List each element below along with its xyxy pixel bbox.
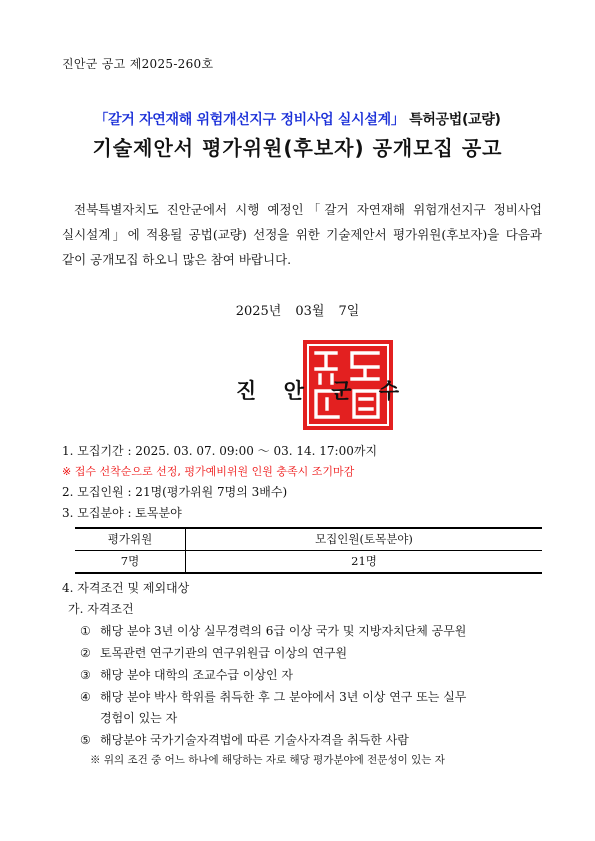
date-year: 2025년 — [235, 304, 282, 319]
table-cell-recruit: 21명 — [186, 551, 543, 574]
condition-item-continued: 경험이 있는 자 — [100, 711, 178, 725]
date-month: 03월 — [295, 304, 325, 319]
issuer-name: 진 안 군 수 — [236, 379, 410, 403]
condition-item: ② 토목관련 연구기관의 연구위원급 이상의 연구원 — [80, 646, 348, 660]
recruit-period: 1. 모집기간 : 2025. 03. 07. 09:00 ～ 03. 14. 17:00까지 — [62, 444, 378, 458]
qualification-note: ※ 위의 조건 중 어느 하나에 해당하는 자로 해당 평가분야에 전문성이 있는 자 — [90, 754, 445, 766]
project-name: 「갈거 자연재해 위험개선지구 정비사업 실시설계」 — [94, 112, 405, 128]
condition-item: ④ 해당 분야 박사 학위를 취득한 후 그 분야에서 3년 이상 연구 또는 실무 — [80, 690, 467, 704]
table-row — [75, 551, 542, 574]
recruit-field: 3. 모집분야 : 토목분야 — [62, 506, 182, 520]
table-header-evaluator: 평가위원 — [75, 528, 186, 551]
method-name: 특허공법(교량) — [409, 112, 501, 128]
qualification-subheading: 가. 자격조건 — [68, 602, 134, 616]
recruit-table — [75, 527, 542, 574]
condition-item: ⑤ 해당분야 국가기술자격법에 따른 기술사자격을 취득한 사람 — [80, 733, 409, 747]
recruit-count: 2. 모집인원 : 21명(평가위원 7명의 3배수) — [62, 485, 288, 499]
intro-paragraph: 전북특별자치도 진안군에서 시행 예정인「갈거 자연재해 위험개선지구 정비사업 실시설계」에 적용될 공법(교량) 선정을 위한 기술제안서 평가위원(후보자)을 다음과 같이 공개모집 하오니 많은 참여 바랍니다. — [62, 202, 542, 267]
period-note: ※ 접수 선착순으로 선정, 평가예비위원 인원 충족시 조기마감 — [62, 465, 355, 478]
table-header-row — [75, 528, 542, 551]
condition-item: ③ 해당 분야 대학의 조교수급 이상인 자 — [80, 668, 293, 682]
title-line1 — [0, 109, 595, 129]
table-header-recruit: 모집인원(토목분야) — [186, 528, 543, 551]
notice-date — [0, 300, 595, 319]
page-title: 기술제안서 평가위원(후보자) 공개모집 공고 — [92, 136, 503, 160]
table-cell-evaluator: 7명 — [75, 551, 186, 574]
condition-item: ① 해당 분야 3년 이상 실무경력의 6급 이상 국가 및 지방자치단체 공무원 — [80, 624, 467, 638]
qualification-heading: 4. 자격조건 및 제외대상 — [62, 581, 190, 595]
notice-number: 진안군 공고 제2025-260호 — [62, 57, 214, 71]
date-day: 7일 — [338, 304, 360, 319]
